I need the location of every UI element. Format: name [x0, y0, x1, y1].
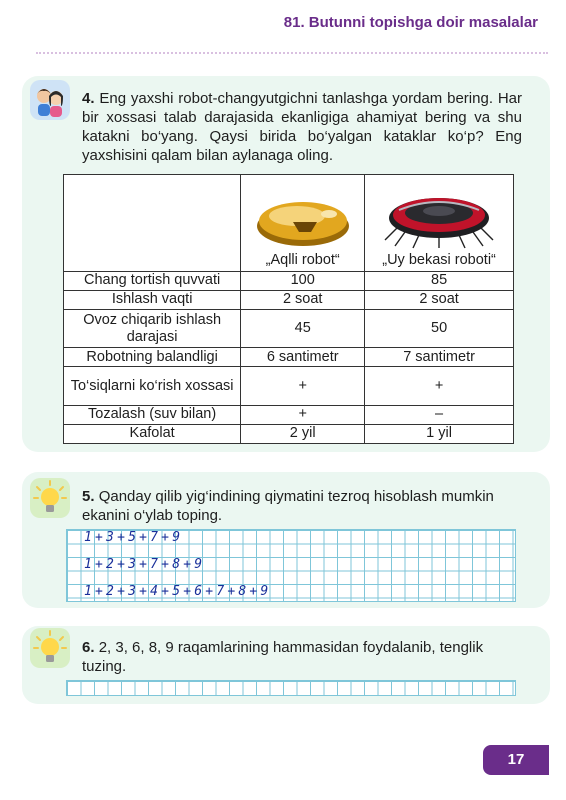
sum-line: 1+2+3+4+5+6+7+8+9 — [84, 584, 272, 599]
task5-question: Qanday qilib yig‘indining qiymatini tezroq hisoblash mumkin ekanini o‘ylab toping. — [82, 488, 494, 524]
row-label: Ovoz chiqarib ishlash darajasi — [64, 310, 241, 348]
robot1-cell[interactable] — [241, 175, 365, 272]
table-header-row — [64, 175, 514, 272]
task4-text — [82, 89, 522, 165]
task4-number: 4. — [82, 90, 95, 107]
table-row — [64, 290, 514, 309]
page-header — [0, 14, 538, 31]
robot1-image — [253, 192, 353, 248]
lightbulb-icon — [30, 478, 70, 518]
value-cell[interactable]: 2 soat — [241, 290, 365, 309]
value-cell[interactable]: 85 — [365, 271, 514, 290]
robot2-image — [379, 188, 499, 250]
row-label: Robotning balandligi — [64, 348, 241, 367]
robot2-name: „Uy bekasi roboti“ — [382, 251, 496, 268]
page-number: 17 — [483, 745, 549, 775]
lesson-number: 81. — [283, 14, 305, 31]
table-row — [64, 310, 514, 348]
row-label: Kafolat — [64, 424, 241, 443]
task5-number: 5. — [82, 488, 95, 505]
value-cell[interactable]: 1 yil — [365, 424, 514, 443]
header-divider — [36, 52, 548, 54]
lesson-title: Butunni topishga doir masalalar — [308, 14, 538, 31]
row-label: Tozalash (suv bilan) — [64, 405, 241, 424]
value-cell[interactable]: 7 santimetr — [365, 348, 514, 367]
value-cell[interactable]: 45 — [241, 310, 365, 348]
children-icon — [30, 80, 70, 120]
robot-comparison-table — [63, 174, 514, 444]
task6-grid[interactable] — [66, 680, 516, 696]
sum-line: 1+3+5+7+9 — [84, 530, 184, 545]
value-cell[interactable]: 100 — [241, 271, 365, 290]
table-row — [64, 405, 514, 424]
table-row — [64, 367, 514, 405]
row-label: Chang tortish quvvati — [64, 271, 241, 290]
row-label: To‘siqlarni ko‘rish xossasi — [64, 367, 241, 405]
task6-question: 2, 3, 6, 8, 9 raqamlarining hammasidan foydalanib, tenglik tuzing. — [82, 639, 484, 675]
row-label: Ishlash vaqti — [64, 290, 241, 309]
task5-text — [82, 487, 524, 525]
table-row — [64, 348, 514, 367]
lightbulb-icon — [30, 628, 70, 668]
value-cell[interactable]: 2 yil — [241, 424, 365, 443]
value-cell[interactable]: 2 soat — [365, 290, 514, 309]
value-cell[interactable]: 6 santimetr — [241, 348, 365, 367]
task6-number: 6. — [82, 639, 95, 656]
robot1-name: „Aqlli robot“ — [265, 251, 340, 268]
header-empty-cell — [64, 175, 241, 272]
value-cell[interactable]: + — [241, 367, 365, 405]
table-row — [64, 424, 514, 443]
sum-line: 1+2+3+7+8+9 — [84, 557, 206, 572]
value-cell[interactable]: – — [365, 405, 514, 424]
task6-text — [82, 638, 524, 676]
value-cell[interactable]: 50 — [365, 310, 514, 348]
value-cell[interactable]: + — [241, 405, 365, 424]
value-cell[interactable]: + — [365, 367, 514, 405]
table-row — [64, 271, 514, 290]
robot2-cell[interactable] — [365, 175, 514, 272]
task4-instructions: Eng yaxshi robot-changyutgichni tanlashga yordam bering. Har bir xossasi talab darajasida ekanligiga ahamiyat bering va shu katakni bo‘yang. Qaysi birida bo‘yalgan kataklar ko‘p? Eng yaxshisini qalam bilan aylanaga oling. — [82, 90, 523, 164]
